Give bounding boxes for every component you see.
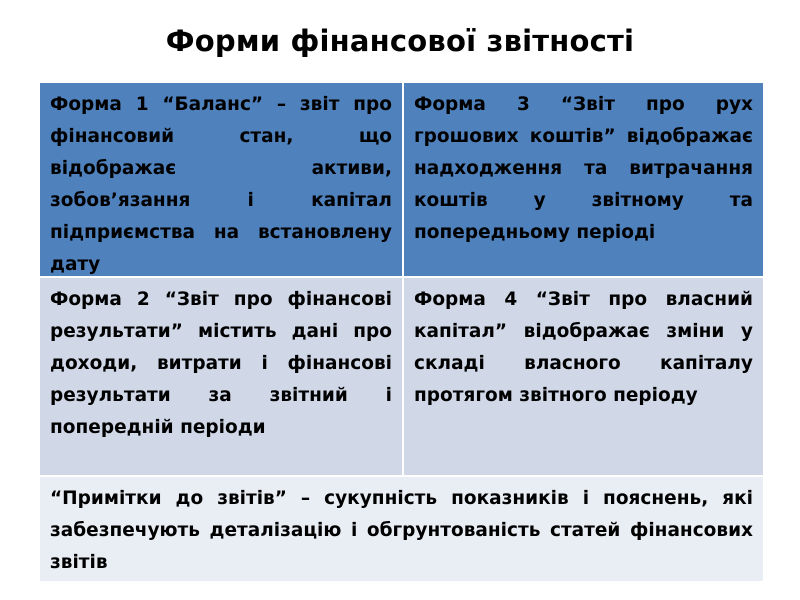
cell-form-1-balance: Форма 1 “Баланс” – звіт про фінансовий стан, що відображає активи, зобов’язання і капітал підприємства на встановлену дату [40, 83, 402, 276]
cell-form-2-financial-results: Форма 2 “Звіт про фінансові результати” містить дані про доходи, витрати і фінансові результати за звітний і попередній періоди [40, 278, 402, 475]
forms-table [40, 83, 763, 581]
slide-title: Форми фінансової звітності [165, 24, 635, 58]
cell-form-3-cash-flow: Форма 3 “Звіт про рух грошових коштів” відображає надходження та витрачання коштів у звітному та попередньому періоді [404, 83, 763, 276]
cell-form-4-equity: Форма 4 “Звіт про власний капітал” відображає зміни у складі власного капіталу протягом звітного періоду [404, 278, 763, 475]
cell-notes: “Примітки до звітів” – сукупність показників і пояснень, які забезпечують деталізацію і обгрунтованість статей фінансових звітів [40, 477, 763, 581]
